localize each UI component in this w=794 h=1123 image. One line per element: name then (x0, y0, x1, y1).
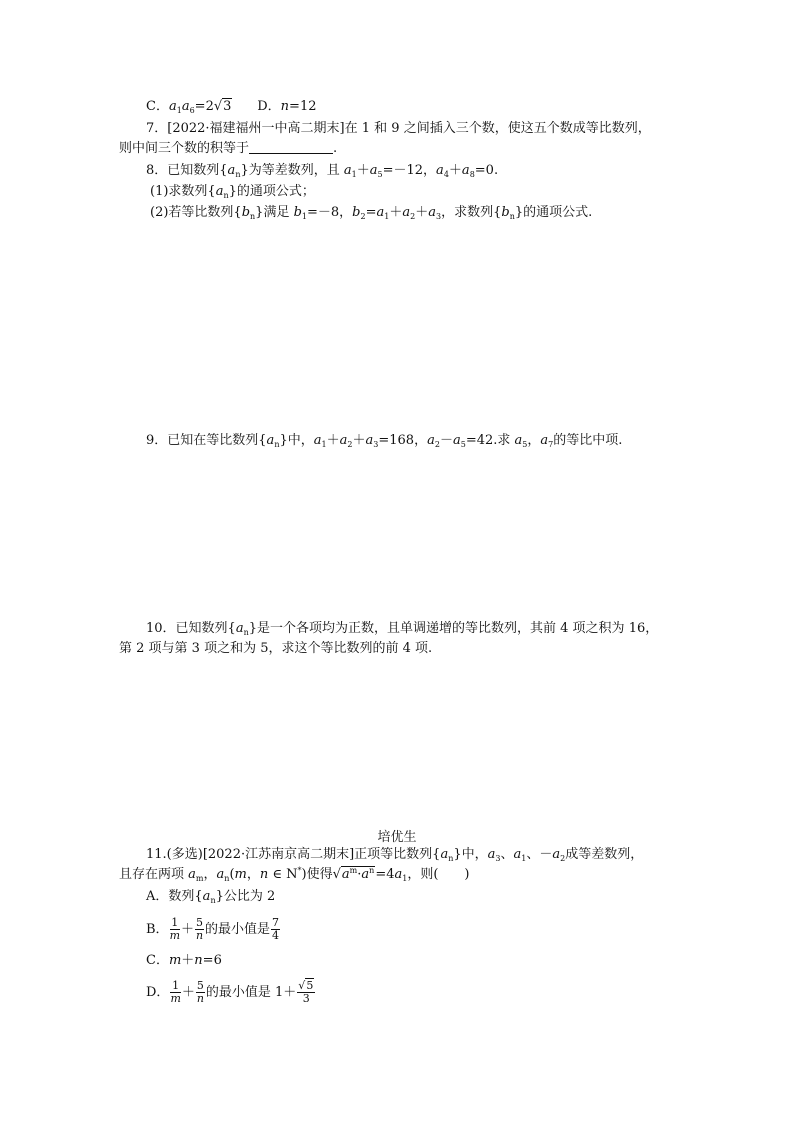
sqrt-symbol: $√a^m\cdot a^n$ (332, 866, 375, 882)
answer-blank (249, 141, 333, 154)
fraction: $\frac{√5}{3}$ (298, 979, 314, 1005)
q7-line1: 7．[2022·福建福州一中高二期末]在 1 和 9 之间插入三个数，使这五个数成等比数列， (146, 121, 651, 136)
q10-line1: 10．已知数列$\{a_n\}$是一个各项均为正数，且单调递增的等比数列，其前 4 项之积为 16， (146, 621, 659, 637)
q11-optD[interactable]: D． $\frac{1}{m}$ ＋ $\frac{5}{n}$ 的最小值是 1＋ $\frac{√5}{3}$ (146, 979, 314, 1005)
q11-line2: 且存在两项 $a_m$，$a_n(m$，n ∈ N*)使得$√a^m\cdot a^n=4a_1$，则( ) (119, 866, 470, 883)
q11-optA[interactable]: A．数列$\{a_n\}$公比为 2 (146, 889, 276, 905)
q6-optC-label: C． (146, 99, 169, 114)
q8-stem: 8．已知数列$\{a_n\}$为等差数列，且 $a_1+a_5=-12$，$a_4+a_8=0$. (146, 163, 499, 179)
sqrt-symbol: √3 (213, 99, 232, 114)
q11-line1: 11.(多选)[2022·江苏南京高二期末]正项等比数列$\{a_n\}$中，$a_3$、$a_1$、$-a_2$成等差数列， (146, 847, 644, 863)
q6-options: C．$a_1a_6=2√3$ D．n=12 (146, 99, 317, 115)
q9-stem: 9．已知在等比数列$\{a_n\}$中，$a_1+a_2+a_3=168$，$a_2-a_5=42$.求 $a_5$，$a_7$的等比中项. (146, 433, 623, 449)
q8-part1: (1)求数列$\{a_n\}$的通项公式； (150, 184, 315, 200)
fraction: $\frac{7}{4}$ (272, 916, 280, 942)
q11-optB[interactable]: B． $\frac{1}{m}$ ＋ $\frac{5}{n}$ 的最小值是 $\frac{7}{4}$ (146, 916, 280, 942)
q7-line2: 则中间三个数的积等于 . (119, 141, 338, 156)
section-heading: 培优生 (377, 830, 417, 845)
q11-optC[interactable]: C．m＋n=6 (146, 953, 222, 968)
fraction: $\frac{5}{n}$ (196, 979, 204, 1005)
fraction: $\frac{5}{n}$ (195, 916, 204, 942)
fraction: $\frac{1}{m}$ (170, 979, 181, 1005)
q8-part2: (2)若等比数列$\{b_n\}$满足 $b_1=-8$，$b_2=a_1+a_2+a_3$，求数列$\{b_n\}$的通项公式. (150, 205, 593, 221)
q6-optD-label: D． (257, 99, 281, 114)
fraction: $\frac{1}{m}$ (169, 916, 180, 942)
q10-line2: 第 2 项与第 3 项之和为 5，求这个等比数列的前 4 项. (119, 641, 433, 656)
